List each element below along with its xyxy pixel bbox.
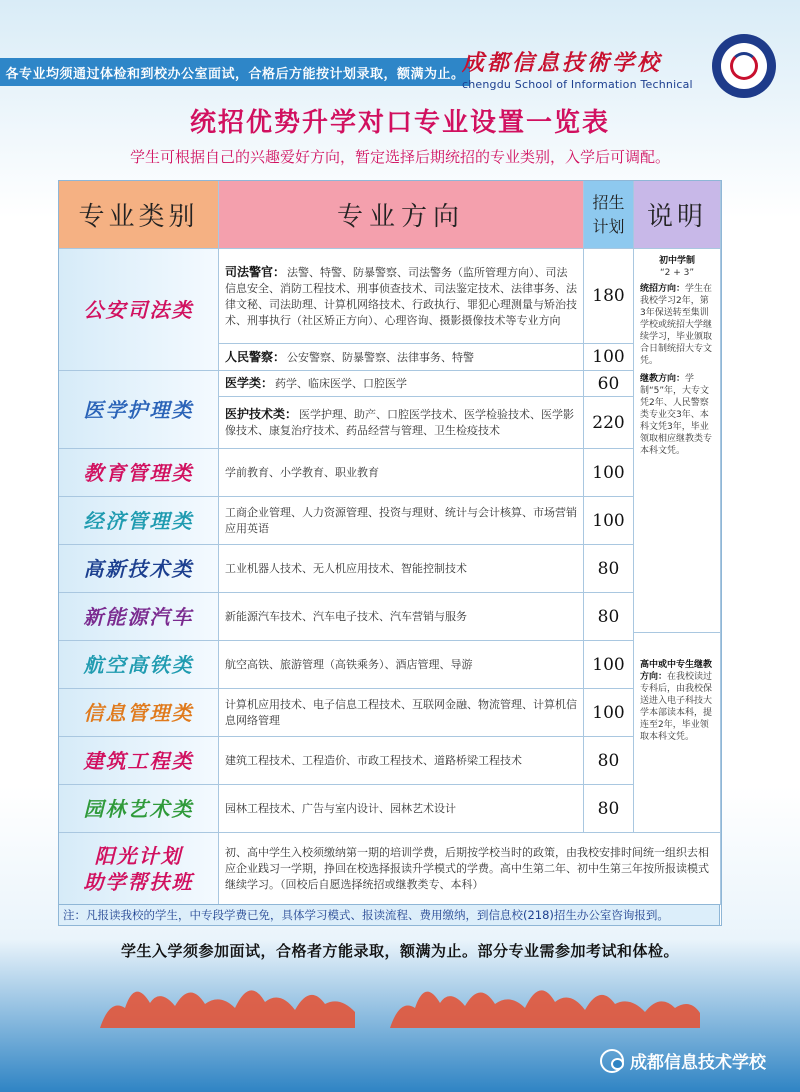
header-plan — [584, 181, 634, 249]
direction-label: 人民警察： — [225, 349, 286, 364]
wechat-icon — [600, 1049, 624, 1073]
note-senior — [634, 633, 721, 833]
category-public-security: 公安司法类 — [59, 249, 219, 371]
note-label: 继教方向： — [640, 374, 686, 384]
category-information: 信息管理类 — [59, 689, 219, 737]
header-direction: 专业方向 — [219, 181, 584, 249]
direction-sunshine-plan: 初、高中学生入校须缴纳第一期的培训学费，后期按学校当时的政策，由我校安排时间统一组织去相应企业践习一学期，挣回在校选择报读升学模式的学费。高中生第二年、初中生第三年按所报读模式继续学习。（回校后自愿选择统招或继教类专、本科） — [219, 833, 721, 905]
category-hightech: 高新技术类 — [59, 545, 219, 593]
category-economics: 经济管理类 — [59, 497, 219, 545]
plan-value: 80 — [584, 737, 634, 785]
note-text: 在我校读过专科后，由我校保送进入电子科技大学本部读本科，提连至2年，毕业领取本科文凭。 — [640, 672, 713, 742]
category-new-energy: 新能源汽车 — [59, 593, 219, 641]
direction-aviation: 航空高铁、旅游管理（高铁乘务）、酒店管理、导游 — [219, 641, 584, 689]
plan-value: 220 — [584, 397, 634, 449]
plan-value: 80 — [584, 545, 634, 593]
note-junior — [634, 249, 721, 633]
page-title: 统招优势升学对口专业设置一览表 — [189, 108, 610, 138]
direction-text: 法警、特警、防暴警察、司法警务（监所管理方向）、司法信息安全、消防工程技术、刑事侦查技术、司法鉴定技术、法律事务、法律文秘、司法助理、计算机网络技术、行政执行、罪犯心理测量与矫治技术、刑事执行（社区矫正方向）、心理咨询、摄影摄像技术等专业方向 — [225, 265, 577, 327]
direction-construction: 建筑工程技术、工程造价、市政工程技术、道路桥梁工程技术 — [219, 737, 584, 785]
note-text: 学生在我校学习2年，第3年保送转至集训学校或统招大学继续学习，毕业颁取合日制统招大专文凭。 — [640, 284, 713, 366]
header-note: 说明 — [634, 181, 721, 249]
school-name-cn: 成都信息技術学校 — [462, 50, 663, 76]
plan-value: 100 — [584, 344, 634, 371]
direction-text: 公安警察、防暴警察、法律事务、特警 — [287, 350, 475, 364]
direction-new-energy: 新能源汽车技术、汽车电子技术、汽车营销与服务 — [219, 593, 584, 641]
category-sunshine-plan — [59, 833, 219, 905]
category-aviation: 航空高铁类 — [59, 641, 219, 689]
plan-value: 80 — [584, 593, 634, 641]
direction-medical-tech — [219, 397, 584, 449]
category-landscape: 园林艺术类 — [59, 785, 219, 833]
direction-label: 医学类： — [225, 376, 274, 390]
plan-value: 100 — [584, 449, 634, 497]
header-plan-line1: 招生 — [592, 192, 625, 212]
plan-value: 80 — [584, 785, 634, 833]
top-banner: 各专业均须通过体检和到校办公室面试，合格后方能按计划录取，额满为止。 — [0, 58, 470, 86]
note-text: 学制“5”年，大专文凭2年、人民警察类专业交3年、本科文凭3年，毕业领取相应继教类专本科文凭。 — [640, 374, 713, 456]
wechat-account-name: 成都信息技术学校 — [630, 1053, 766, 1073]
school-name-en: chengdu School of Information Technical — [462, 78, 693, 91]
plan-value: 100 — [584, 689, 634, 737]
direction-medicine — [219, 371, 584, 397]
final-line: 学生入学须参加面试，合格者方能录取，额满为止。部分专业需参加考试和体检。 — [120, 942, 679, 960]
category-line: 助学帮扶班 — [83, 869, 194, 894]
category-medical: 医学护理类 — [59, 371, 219, 449]
plan-value: 100 — [584, 641, 634, 689]
direction-label: 医护技术类： — [225, 407, 298, 421]
direction-education: 学前教育、小学教育、职业教育 — [219, 449, 584, 497]
plan-value: 100 — [584, 497, 634, 545]
direction-people-police — [219, 344, 584, 371]
direction-economics: 工商企业管理、人力资源管理、投资与理财、统计与会计核算、市场营销应用英语 — [219, 497, 584, 545]
direction-text: 药学、临床医学、口腔医学 — [275, 377, 408, 390]
header-category: 专业类别 — [59, 181, 219, 249]
note-label: 高中或中专生继教方向： — [640, 660, 713, 682]
page-subtitle: 学生可根据自己的兴趣爱好方向，暂定选择后期统招的专业类别，入学后可调配。 — [129, 148, 670, 166]
school-logo-icon — [712, 34, 776, 98]
crowd-silhouette-icon — [100, 968, 700, 1028]
direction-text: 医学护理、助产、口腔医学技术、医学检验技术、医学影像技术、康复治疗技术、药品经营与管理、卫生检疫技术 — [225, 408, 575, 437]
category-education: 教育管理类 — [59, 449, 219, 497]
direction-judicial-police — [219, 249, 584, 344]
direction-information: 计算机应用技术、电子信息工程技术、互联网金融、物流管理、计算机信息网络管理 — [219, 689, 584, 737]
note-junior-head: 初中学制 — [658, 256, 695, 266]
direction-hightech: 工业机器人技术、无人机应用技术、智能控制技术 — [219, 545, 584, 593]
wechat-account — [600, 1048, 766, 1073]
footer-note: 注：凡报读我校的学生，中专段学费已免，具体学习模式、报读流程、费用缴纳，到信息校(218)招生办公室咨询报到。 — [58, 904, 720, 926]
note-junior-sub: “2 + 3” — [659, 268, 695, 278]
direction-landscape: 园林工程技术、广告与室内设计、园林艺术设计 — [219, 785, 584, 833]
header-plan-line2: 计划 — [592, 216, 625, 236]
note-label: 统招方向： — [640, 284, 686, 294]
plan-value: 60 — [584, 371, 634, 397]
category-construction: 建筑工程类 — [59, 737, 219, 785]
plan-value: 180 — [584, 249, 634, 344]
direction-label: 司法警官： — [225, 264, 286, 279]
program-table — [58, 180, 722, 926]
school-name — [462, 46, 712, 91]
category-line: 阳光计划 — [94, 843, 183, 868]
